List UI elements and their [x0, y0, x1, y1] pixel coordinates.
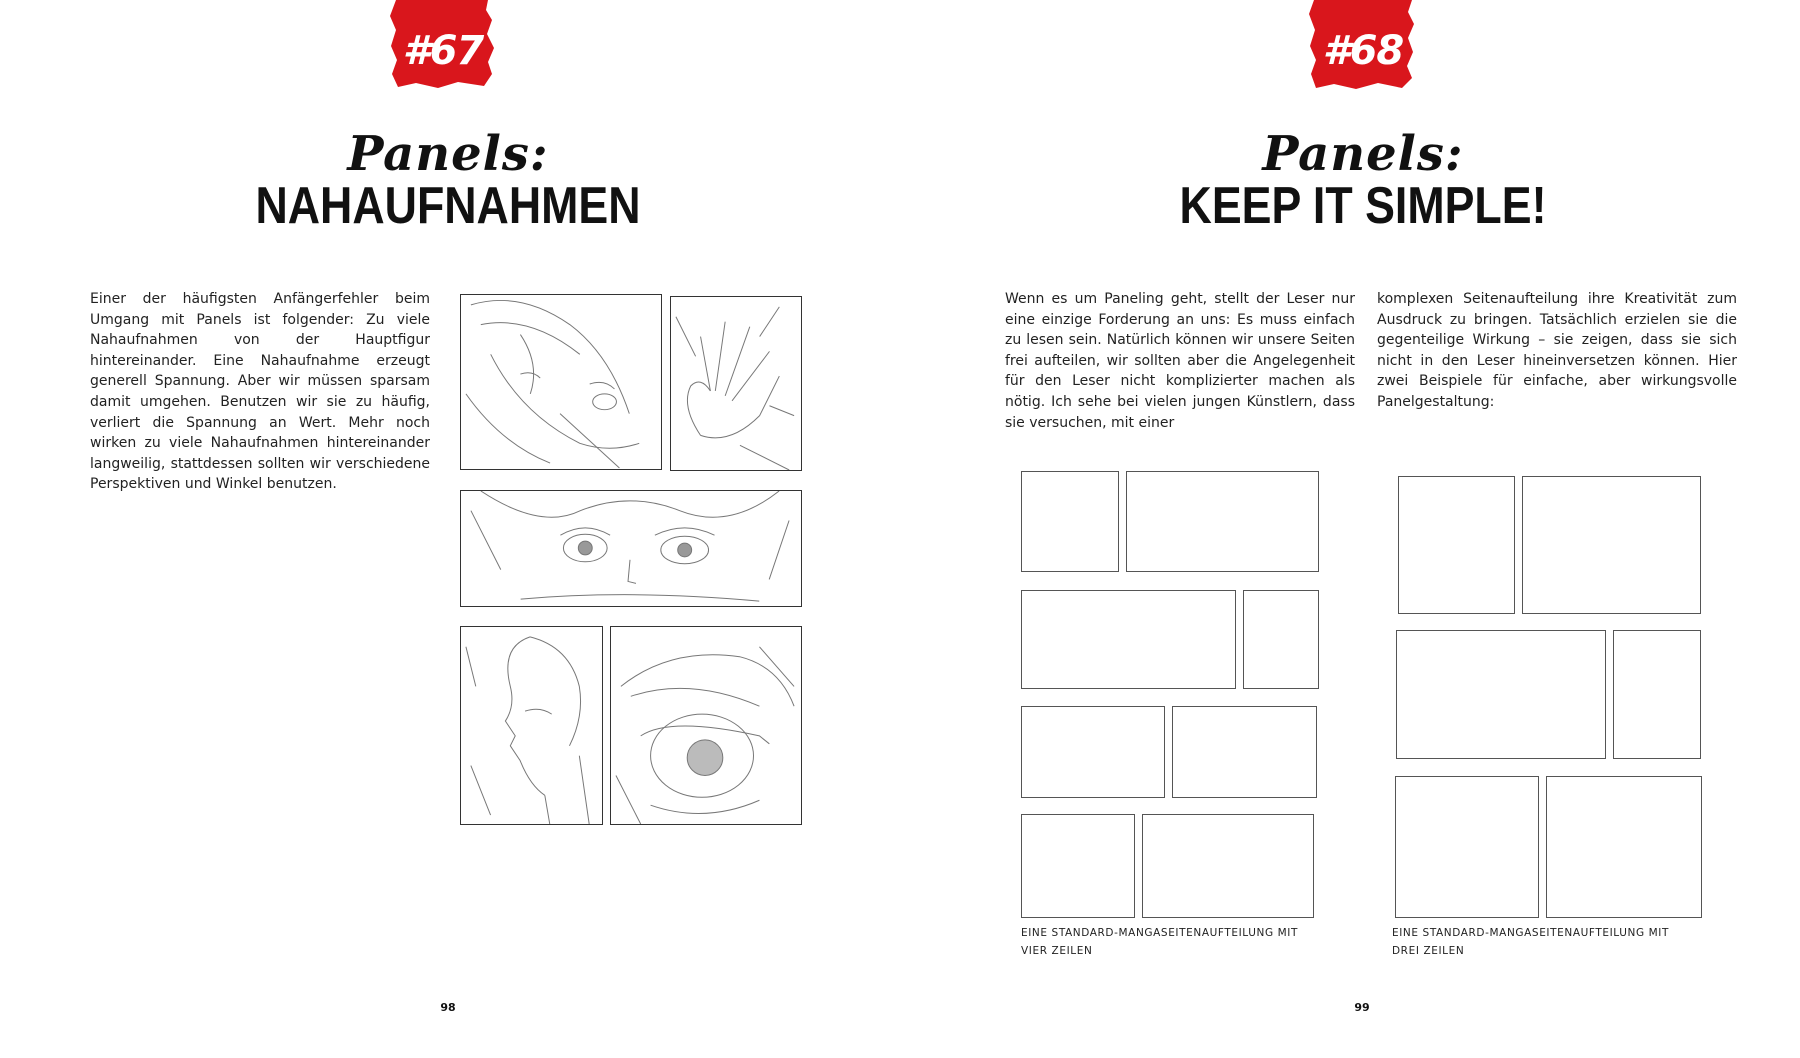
layout-panel: [1613, 630, 1701, 759]
sketch-eyes-drawing: [461, 491, 801, 606]
sketch-panel-profile: [460, 626, 603, 825]
caption-three-rows: EINE STANDARD-MANGASEITENAUFTEILUNG MIT DREI ZEILEN: [1392, 927, 1670, 957]
layout-panel: [1522, 476, 1701, 614]
layout-panel: [1021, 590, 1236, 689]
sketch-eye-closeup-drawing: [611, 627, 801, 824]
sketch-face-drawing: [461, 295, 661, 469]
layout-panel: [1395, 776, 1539, 918]
layout-panel: [1172, 706, 1317, 798]
layout-panel: [1142, 814, 1314, 918]
sketch-panel-eyes: [460, 490, 802, 607]
layout-panel: [1126, 471, 1319, 572]
title-main: NAHAUFNAHMEN: [255, 177, 641, 235]
layout-panel: [1021, 814, 1135, 918]
sketch-hand-drawing: [671, 297, 801, 470]
title-script: Panels:: [1262, 126, 1464, 182]
sketch-panel-hand: [670, 296, 802, 471]
chapter-badge: [388, 0, 498, 90]
chapter-number: #67: [402, 28, 484, 74]
layout-panel: [1021, 706, 1165, 798]
sketch-panel-eye-closeup: [610, 626, 802, 825]
caption-four-rows: EINE STANDARD-MANGASEITENAUFTEILUNG MIT VIER ZEILEN: [1021, 927, 1299, 957]
layout-panel: [1398, 476, 1515, 614]
chapter-number: #68: [1322, 28, 1404, 74]
sketch-profile-drawing: [461, 627, 602, 824]
layout-panel: [1546, 776, 1702, 918]
page-number: 99: [1354, 1001, 1370, 1014]
page-number: 98: [440, 1001, 456, 1014]
layout-panel: [1243, 590, 1319, 689]
layout-panel: [1021, 471, 1119, 572]
chapter-badge: [1308, 0, 1418, 90]
layout-panel: [1396, 630, 1606, 759]
sketch-panel-face-closeup: [460, 294, 662, 470]
body-column-1: Wenn es um Paneling geht, stellt der Leser nur eine einzige Forderung an uns: Es muss einfach zu lesen sein. Natürlich können wir unsere Seiten frei aufteilen, wir sollten aber die Angelegenheit für den Leser nicht komplizierter machen als nötig. Ich sehe bei vielen jungen Künstlern, dass sie versuchen, mit einer: [1005, 291, 1355, 431]
right-page: [900, 0, 1800, 1058]
title-script: Panels:: [347, 126, 549, 182]
body-column-2: komplexen Seitenaufteilung ihre Kreativität zum Ausdruck zu bringen. Tatsächlich erzielen sie die gegenteilige Wirkung – sie zeigen, dass sie sich nicht in den Leser hineinversetzen können. Hier zwei Beispiele für einfache, aber wirkungsvolle Panelgestaltung:: [1377, 291, 1737, 410]
body-paragraph: Einer der häufigsten Anfängerfehler beim Umgang mit Panels ist folgender: Zu viele Nahaufnahmen von der Hauptfigur hintereinander. Eine Nahaufnahme erzeugt generell Spannung. Aber wir müssen sparsam damit umgehen. Benutzen wir sie zu häufig, verliert die Spannung an Wert. Mehr noch wirken zu viele Nahaufnahmen hintereinander langweilig, stattdessen sollten wir verschiedene Perspektiven und Winkel benutzen.: [90, 291, 430, 493]
title-main: KEEP IT SIMPLE!: [1179, 177, 1547, 235]
